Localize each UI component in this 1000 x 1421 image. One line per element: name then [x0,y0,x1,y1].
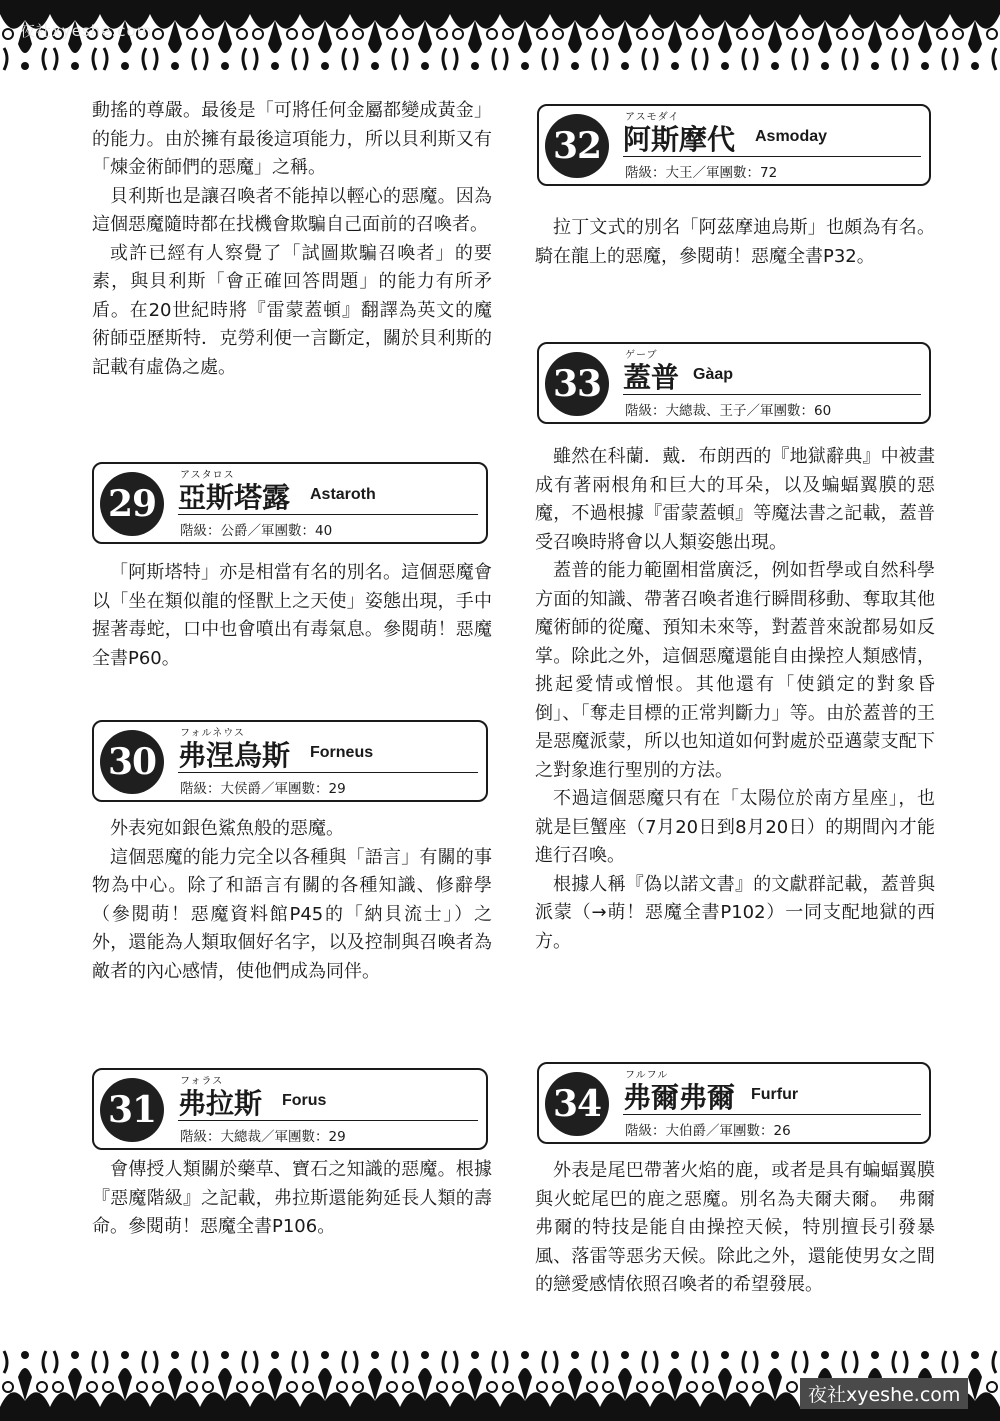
demon-rank: 階級：公爵／軍團數：40 [180,523,333,539]
demon-rank: 階級：大侯爵／軍團數：29 [180,781,346,797]
paragraph: 動搖的尊嚴。最後是「可將任何金屬都變成黃金」的能力。由於擁有最後這項能力，所以貝利斯又有「煉金術師們的惡魔」之稱。 [92,100,492,178]
name-ruby: フルフル [625,1070,669,1081]
number-badge: 31 [100,1078,164,1142]
name-ruby: フォラス [180,1076,224,1087]
demon-latin-name: Furfur [751,1086,799,1103]
paragraph: 這個惡魔的能力完全以各種與「語言」有關的事物為中心。除了和語言有關的各種知識、修辭學（參閱萌！惡魔資料館P45的「納貝流士」）之外，還能為人類取個好名字，以及控制與召喚者為敵者的內心感情，使他們成為同伴。 [92,846,492,982]
paragraph: 或許已經有人察覺了「試圖欺騙召喚者」的要素，與貝利斯「會正確回答問題」的能力有所矛盾。在20世紀時將『雷蒙蓋頓』翻譯為英文的魔術師亞歷斯特．克勞利便一言斷定，關於貝利斯的記載有虛偽之處。 [92,242,492,378]
demon-rank: 階級：大王／軍團數：72 [625,165,778,181]
demon-header-33 [537,342,931,424]
demon-rank: 階級：大伯爵／軍團數：26 [625,1123,791,1139]
left-column-intro [92,97,492,382]
divider [623,156,921,157]
demon-latin-name: Forneus [310,744,374,761]
watermark-bottom: 夜社xyeshe.com [800,1378,968,1409]
number-badge: 29 [100,472,164,536]
watermark-top: 夜社xyeshe.com [20,22,153,40]
paragraph: 外表宛如銀色鯊魚般的惡魔。 [110,818,344,839]
demon-latin-name: Asmoday [755,128,828,145]
demon-text-29 [92,559,492,673]
divider [178,514,478,515]
demon-text-32 [535,214,935,271]
number-badge: 30 [100,730,164,794]
demon-name: 弗爾弗爾 [623,1081,736,1114]
name-ruby: ゲーブ [625,350,658,361]
paragraph: 根據人稱『偽以諾文書』的文獻群記載，蓋普與派蒙（→萌！惡魔全書P102）一同支配地獄的西方。 [535,873,935,952]
number-badge: 32 [545,114,609,178]
name-ruby: アスモダイ [625,112,680,123]
demon-header-30 [92,720,488,802]
demon-text-33 [535,443,935,956]
divider [178,1120,478,1121]
demon-latin-name: Astaroth [310,486,376,503]
paragraph: 拉丁文式的別名「阿茲摩迪烏斯」也頗為有名。騎在龍上的惡魔，參閱萌！惡魔全書P32。 [535,217,935,267]
demon-text-34 [535,1157,935,1300]
demon-header-32 [537,104,931,186]
demon-rank: 階級：大總裁／軍團數：29 [180,1129,346,1145]
paragraph: 貝利斯也是讓召喚者不能掉以輕心的惡魔。因為這個惡魔隨時都在找機會欺騙自己面前的召喚者。 [92,185,492,235]
paragraph: 會傳授人類關於藥草、寶石之知識的惡魔。根據『惡魔階級』之記載，弗拉斯還能夠延長人類的壽命。參閱萌！惡魔全書P106。 [92,1159,492,1237]
divider [623,394,921,395]
paragraph: 不過這個惡魔只有在「太陽位於南方星座」，也就是巨蟹座（7月20日到8月20日）的期間內才能進行召喚。 [535,788,935,866]
demon-header-29 [92,462,488,544]
divider [623,1114,921,1115]
demon-latin-name: Forus [282,1092,327,1109]
demon-text-31 [92,1156,492,1242]
demon-name: 亞斯塔露 [178,481,291,514]
paragraph: 蓋普的能力範圍相當廣泛，例如哲學或自然科學方面的知識、帶著召喚者進行瞬間移動、奪取其他魔術師的從魔、預知未來等，對蓋普來說都易如反掌。除此之外，這個惡魔還能自由操控人類感情，挑起愛情或憎恨。其他還有「使鎖定的對象昏倒」、「奪走目標的正常判斷力」等。由於蓋普的王是惡魔派蒙，所以也知道如何對處於亞邁蒙支配下之對象進行聖別的方法。 [535,560,935,781]
demon-name: 蓋普 [623,361,680,394]
demon-latin-name: Gàap [693,366,734,383]
demon-name: 阿斯摩代 [623,123,736,156]
demon-name: 弗拉斯 [178,1087,263,1120]
demon-text-30 [92,815,492,986]
number-badge: 33 [545,352,609,416]
demon-name: 弗涅烏斯 [178,739,291,772]
paragraph: 「阿斯塔特」亦是相當有名的別名。這個惡魔會以「坐在類似龍的怪獸上之天使」姿態出現，手中握著毒蛇，口中也會噴出有毒氣息。參閱萌！惡魔全書P60。 [92,562,492,669]
name-ruby: アスタロス [180,470,235,481]
number-badge: 34 [545,1072,609,1136]
demon-rank: 階級：大總裁、王子／軍團數：60 [625,403,832,419]
divider [178,772,478,773]
paragraph: 雖然在科蘭．戴．布朗西的『地獄辭典』中被畫成有著兩根角和巨大的耳朵，以及蝙蝠翼膜的惡魔，不過根據『雷蒙蓋頓』等魔法書之記載，蓋普受召喚時將會以人類姿態出現。 [535,446,935,553]
demon-header-31 [92,1068,488,1150]
paragraph: 外表是尾巴帶著火焰的鹿，或者是具有蝙蝠翼膜與火蛇尾巴的鹿之惡魔。別名為夫爾夫爾。 弗爾弗爾的特技是能自由操控天候，特別擅長引發暴風、落雷等惡劣天候。除此之外，還能使男女之間的戀愛感情依照召喚者的希望發展。 [535,1160,935,1295]
name-ruby: フォルネウス [180,728,245,739]
demon-header-34 [537,1062,931,1144]
